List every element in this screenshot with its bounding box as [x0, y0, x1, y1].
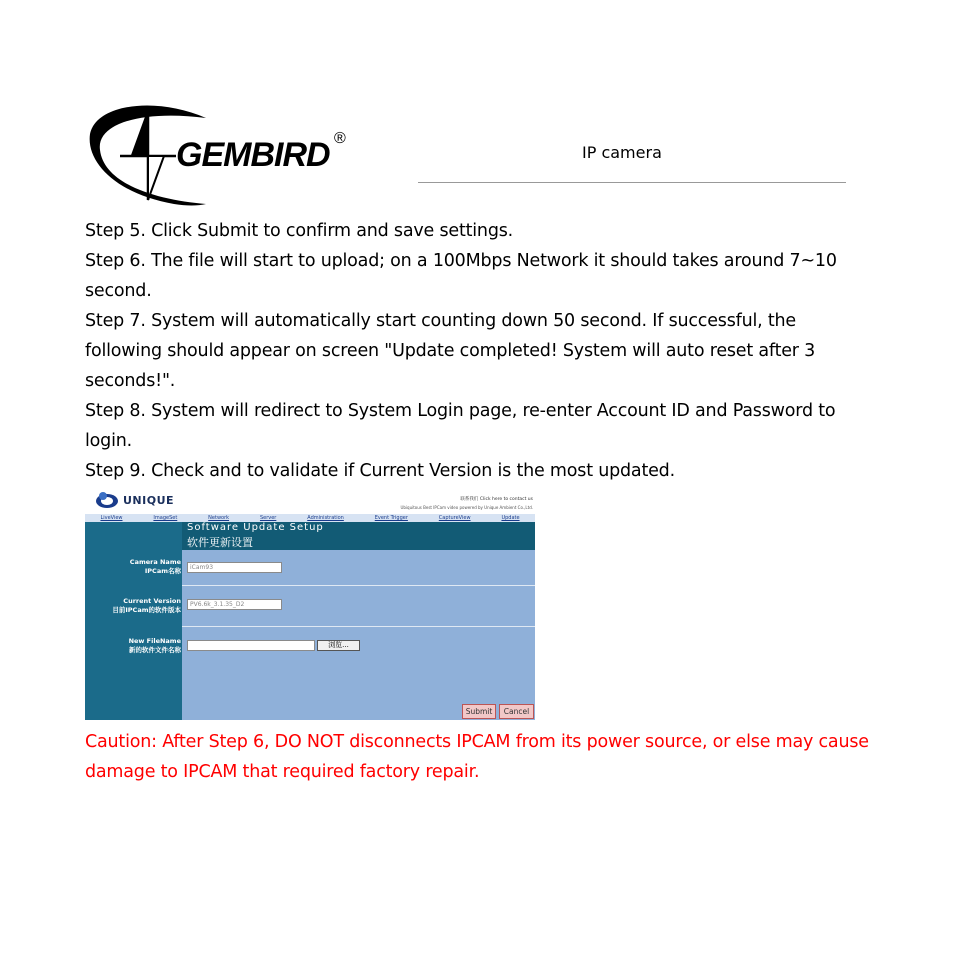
camera-name-label-en: Camera Name	[129, 558, 181, 566]
nav-liveview[interactable]: LiveView	[100, 515, 123, 521]
caution-note: Caution: After Step 6, DO NOT disconnects IPCAM from its power source, or else may cause damage to IPCAM that required factory repair.	[85, 732, 869, 782]
unique-logo-icon	[95, 491, 119, 509]
current-version-label-cn: 目前IPCam的软件版本	[112, 606, 181, 614]
nav-captureview[interactable]: CaptureView	[438, 515, 471, 521]
contact-link[interactable]: 联系我们 Click here to contact us	[460, 497, 533, 502]
step-7: Step 7. System will automatically start counting down 50 second. If successful, the following should appear on screen "Update completed! System will auto reset after 3 seconds!".	[85, 311, 816, 391]
logo-wordmark: GEMBIRD	[176, 136, 330, 174]
step-9: Step 9. Check and to validate if Current Version is the most updated.	[85, 461, 675, 481]
nav-event-trigger[interactable]: Event Trigger	[374, 515, 408, 521]
software-update-screenshot	[85, 488, 535, 720]
new-filename-field[interactable]	[187, 640, 315, 651]
powered-by-text: Ubiquitous Best IPCam video powered by Unique Ambient Co.,Ltd.	[400, 505, 533, 510]
camera-name-label-cn: IPCam名称	[144, 567, 181, 575]
nav-imageset[interactable]: ImageSet	[153, 515, 178, 521]
nav-administration[interactable]: Administration	[307, 515, 344, 521]
camera-name-label	[85, 558, 181, 576]
browse-button[interactable]: 浏览...	[317, 640, 360, 651]
row-divider	[182, 585, 535, 586]
current-version-label	[85, 597, 181, 615]
step-6: Step 6. The file will start to upload; on a 100Mbps Network it should takes around 7~10 second.	[85, 251, 837, 301]
header-divider	[418, 182, 846, 183]
step-8: Step 8. System will redirect to System Login page, re-enter Account ID and Password to login.	[85, 401, 836, 451]
current-version-field[interactable]: PV6.6k_3.1.35_D2	[187, 599, 282, 610]
current-version-label-en: Current Version	[123, 597, 181, 605]
camera-name-field[interactable]: iCam93	[187, 562, 282, 573]
registered-mark: ®	[334, 130, 346, 147]
screenshot-sidebar	[85, 522, 182, 720]
screenshot-nav	[85, 514, 535, 522]
submit-button[interactable]: Submit	[462, 704, 496, 719]
update-title-en: Software Update Setup	[187, 522, 324, 533]
screenshot-header	[85, 488, 535, 514]
nav-server[interactable]: Server	[259, 515, 277, 521]
gembird-logo	[86, 104, 360, 212]
nav-update[interactable]: Update	[501, 515, 520, 521]
document-label: IP camera	[582, 143, 662, 162]
cancel-button[interactable]: Cancel	[499, 704, 534, 719]
nav-network[interactable]: Network	[208, 515, 230, 521]
update-title-cn: 软件更新设置	[187, 536, 253, 549]
step-5: Step 5. Click Submit to confirm and save settings.	[85, 221, 514, 241]
unique-brand: UNIQUE	[123, 494, 175, 507]
new-filename-label-cn: 新的软件文件名称	[129, 646, 181, 654]
row-divider	[182, 626, 535, 627]
steps-list	[85, 216, 875, 486]
update-title-bar	[182, 522, 535, 550]
new-filename-label	[85, 637, 181, 655]
new-filename-label-en: New FileName	[128, 637, 181, 645]
